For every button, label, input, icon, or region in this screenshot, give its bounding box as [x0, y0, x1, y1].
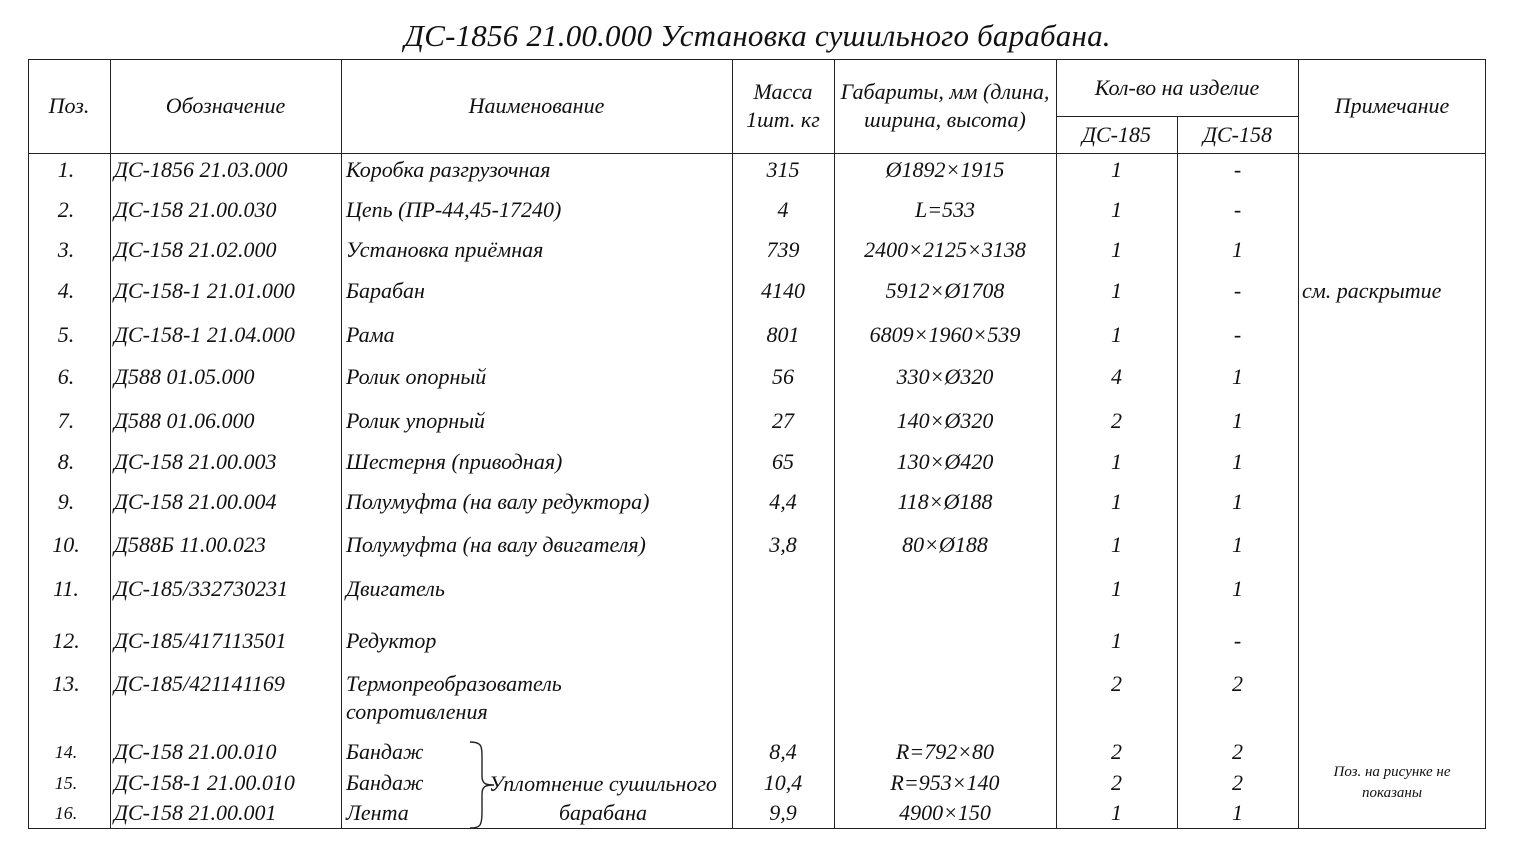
cell-qty-b: 1 [1232, 449, 1243, 474]
cell-mass: 4,4 [769, 489, 797, 514]
cell-qty-b: - [1233, 322, 1242, 347]
cell-pos: 1. [57, 157, 75, 182]
cell-qty-b: - [1233, 157, 1242, 182]
cell-pos: 11. [53, 576, 79, 601]
cell-qty-b: 1 [1232, 489, 1243, 514]
cell-qty-a: 1 [1111, 449, 1122, 474]
cell-name: Бандаж [346, 770, 424, 795]
cell-designation: Д588 01.06.000 [114, 408, 255, 433]
cell-dims: 130×Ø420 [896, 449, 994, 474]
cell-dims: 140×Ø320 [896, 408, 994, 433]
cell-designation: ДС-158-1 21.04.000 [114, 322, 295, 347]
cell-qty-b: 2 [1232, 770, 1243, 795]
header-line [28, 153, 1486, 154]
cell-qty-a: 1 [1111, 157, 1122, 182]
col-line [110, 59, 111, 829]
cell-designation: ДС-158 21.00.030 [114, 197, 277, 222]
cell-designation: Д588 01.05.000 [114, 364, 255, 389]
cell-name: Ролик опорный [346, 364, 487, 389]
cell-dims: 4900×150 [899, 800, 991, 825]
cell-qty-a: 1 [1111, 489, 1122, 514]
cell-name: Ролик упорный [346, 408, 486, 433]
header-qty-ds185: ДС-185 [1082, 121, 1151, 147]
cell-pos: 7. [57, 408, 75, 433]
cell-dims: 2400×2125×3138 [864, 237, 1026, 262]
cell-designation: ДС-185/417113501 [114, 628, 287, 653]
cell-designation: ДС-185/421141169 [114, 671, 285, 696]
cell-qty-a: 2 [1111, 671, 1122, 696]
cell-qty-a: 1 [1111, 628, 1122, 653]
cell-mass: 801 [766, 322, 800, 347]
cell-name: Бандаж [346, 739, 424, 764]
header-qty-ds158: ДС-158 [1203, 121, 1272, 147]
cell-mass: 56 [772, 364, 794, 389]
cell-qty-b: 1 [1232, 800, 1243, 825]
cell-qty-b: 1 [1232, 408, 1243, 433]
cell-designation: ДС-1856 21.03.000 [114, 157, 288, 182]
cell-dims: R=792×80 [895, 739, 995, 764]
cell-designation: ДС-158-1 21.00.010 [114, 770, 295, 795]
header-note: Примечание [1334, 93, 1450, 118]
cell-note: см. раскрытие [1302, 278, 1442, 303]
cell-name: Лента [346, 800, 409, 825]
cell-pos: 12. [52, 628, 80, 653]
cell-name: Полумуфта (на валу двигателя) [346, 532, 646, 557]
cell-designation: ДС-158 21.00.001 [114, 800, 277, 825]
spec-table [28, 59, 1486, 829]
cell-name: Рама [346, 322, 395, 347]
header-name: Наименование [468, 93, 605, 118]
cell-dims: R=953×140 [890, 770, 1000, 795]
cell-pos: 9. [57, 489, 75, 514]
col-line [1298, 59, 1299, 829]
cell-pos: 3. [57, 237, 75, 262]
cell-qty-a: 1 [1111, 197, 1122, 222]
cell-qty-b: - [1233, 278, 1242, 303]
cell-dims: 330×Ø320 [896, 364, 994, 389]
cell-name: Шестерня (приводная) [346, 449, 563, 474]
cell-dims: 6809×1960×539 [869, 322, 1021, 347]
note-not-shown: Поз. на рисунке не показаны [1333, 764, 1451, 801]
cell-mass: 4140 [761, 278, 805, 303]
header-dims: Габариты, мм (длина, ширина, высота) [840, 79, 1050, 132]
cell-mass: 4 [777, 197, 789, 222]
cell-name: Коробка разгрузочная [346, 157, 551, 182]
cell-name: Полумуфта (на валу редуктора) [346, 489, 650, 514]
cell-qty-a: 2 [1111, 739, 1122, 764]
cell-pos: 14. [54, 742, 78, 762]
header-designation: Обозначение [165, 93, 286, 118]
cell-name: Цепь (ПР-44,45-17240) [346, 197, 562, 222]
cell-mass: 9,9 [769, 800, 797, 825]
cell-qty-a: 4 [1111, 364, 1122, 389]
cell-qty-b: 1 [1232, 364, 1243, 389]
cell-qty-b: 2 [1232, 671, 1243, 696]
cell-qty-b: 1 [1232, 576, 1243, 601]
header-qty: Кол-во на изделие [1094, 74, 1260, 100]
cell-name: Редуктор [346, 628, 437, 653]
cell-qty-b: 1 [1232, 532, 1243, 557]
cell-qty-a: 2 [1111, 408, 1122, 433]
cell-qty-a: 2 [1111, 770, 1122, 795]
cell-qty-a: 1 [1111, 800, 1122, 825]
cell-designation: ДС-185/332730231 [114, 576, 289, 601]
cell-mass: 65 [772, 449, 794, 474]
cell-mass: 10,4 [763, 770, 803, 795]
cell-dims: 80×Ø188 [902, 532, 988, 557]
cell-mass: 739 [766, 237, 800, 262]
cell-pos: 5. [57, 322, 75, 347]
cell-dims: L=533 [914, 197, 976, 222]
cell-mass: 315 [766, 157, 800, 182]
cell-name: Двигатель [346, 576, 445, 601]
cell-pos: 4. [57, 278, 75, 303]
cell-pos: 2. [57, 197, 75, 222]
cell-name-continued: сопротивления [346, 699, 488, 724]
cell-name: Установка приёмная [346, 237, 544, 262]
cell-designation: ДС-158 21.00.003 [114, 449, 277, 474]
cell-mass: 27 [772, 408, 794, 433]
document-title: ДС-1856 21.00.000 Установка сушильного барабана. [404, 18, 1111, 53]
group-label-sealing: Уплотнение сушильного барабана [489, 771, 717, 825]
cell-dims: Ø1892×1915 [885, 157, 1005, 182]
cell-qty-a: 1 [1111, 237, 1122, 262]
cell-pos: 15. [54, 773, 78, 793]
cell-designation: ДС-158 21.02.000 [114, 237, 277, 262]
cell-pos: 13. [52, 671, 80, 696]
cell-pos: 10. [52, 532, 80, 557]
header-pos: Поз. [48, 93, 90, 118]
cell-qty-b: 2 [1232, 739, 1243, 764]
cell-qty-a: 1 [1111, 576, 1122, 601]
cell-dims: 118×Ø188 [897, 489, 993, 514]
cell-name: Термопреобразователь [346, 671, 562, 696]
cell-designation: Д588Б 11.00.023 [114, 532, 266, 557]
header-mass: Масса 1шт. кг [746, 79, 820, 132]
cell-designation: ДС-158 21.00.010 [114, 739, 277, 764]
cell-qty-a: 1 [1111, 322, 1122, 347]
cell-mass: 3,8 [769, 532, 797, 557]
cell-qty-b: 1 [1232, 237, 1243, 262]
cell-name: Барабан [346, 278, 425, 303]
cell-qty-b: - [1233, 197, 1242, 222]
col-line [341, 59, 342, 829]
cell-pos: 8. [57, 449, 75, 474]
cell-qty-b: - [1233, 628, 1242, 653]
cell-pos: 16. [54, 803, 78, 823]
cell-designation: ДС-158-1 21.01.000 [114, 278, 295, 303]
cell-dims: 5912×Ø1708 [885, 278, 1005, 303]
cell-qty-a: 1 [1111, 532, 1122, 557]
cell-pos: 6. [57, 364, 75, 389]
cell-qty-a: 1 [1111, 278, 1122, 303]
cell-designation: ДС-158 21.00.004 [114, 489, 277, 514]
cell-mass: 8,4 [769, 739, 797, 764]
